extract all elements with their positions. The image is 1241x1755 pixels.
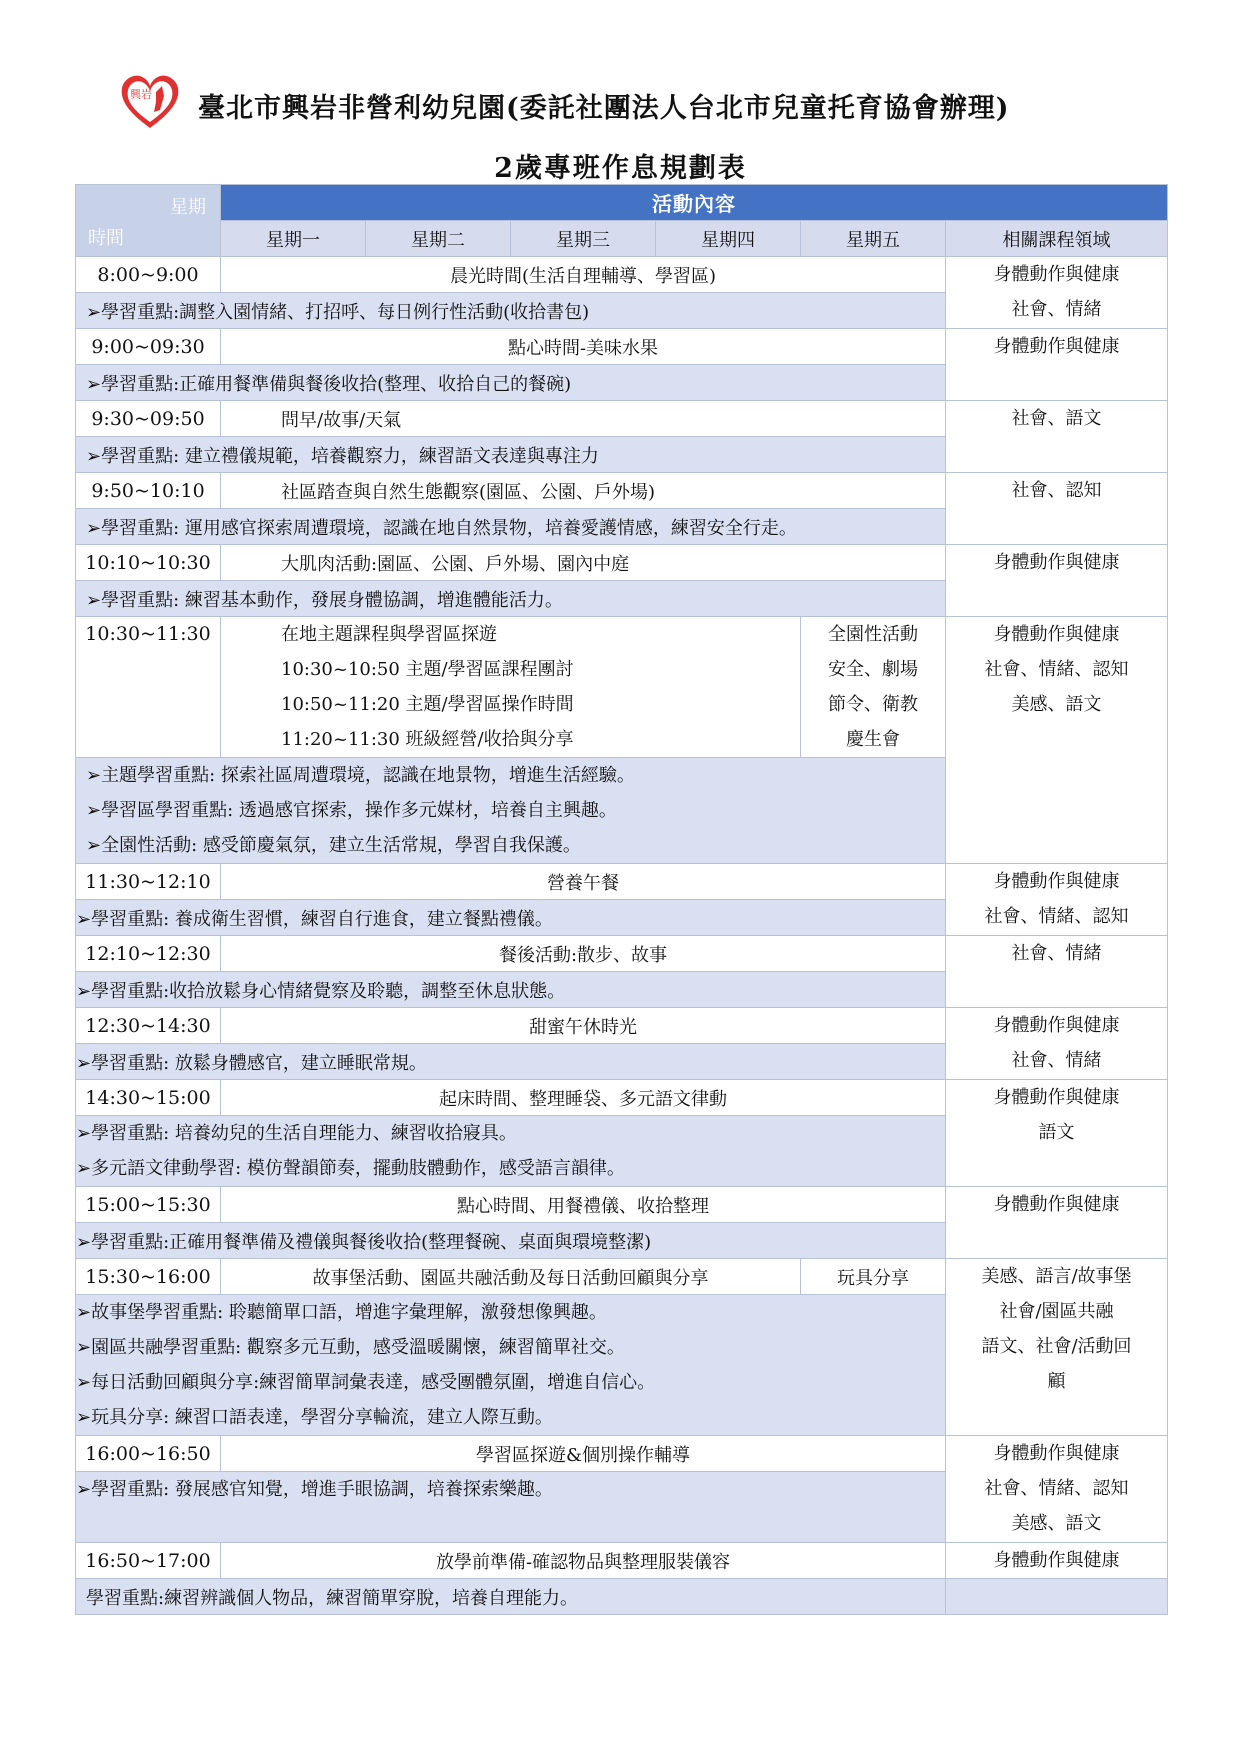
table-row: [76, 1080, 1168, 1116]
organization-title: 臺北市興岩非營利幼兒園(委託社團法人台北市兒童托育協會辦理): [198, 93, 1010, 124]
table-row: [76, 936, 1168, 972]
day-tue: 星期二: [366, 221, 511, 257]
time-cell: 14:30~15:00: [76, 1080, 221, 1116]
activity-content-header: 活動內容: [221, 185, 1168, 221]
table-header-row: [76, 185, 1168, 221]
activity-cell: 故事堡活動、園區共融活動及每日活動回顧與分享: [221, 1259, 801, 1295]
toy-share-cell: 玩具分享: [801, 1259, 946, 1295]
learning-focus-note: ➢學習重點:正確用餐準備及禮儀與餐後收拾(整理餐碗、桌面與環境整潔): [76, 1223, 946, 1259]
domain-cell: 身體動作與健康 社會、情緒: [946, 1008, 1168, 1080]
learning-focus-note: ➢主題學習重點: 探索社區周遭環境，認識在地景物，增進生活經驗。 ➢學習區學習重點: 透過感官探索，操作多元媒材，培養自主興趣。 ➢全園性活動: 感受節慶氣氛，建立生活常規，學習自我保護。: [76, 758, 946, 864]
activity-cell: 大肌肉活動:園區、公園、戶外場、園內中庭: [221, 545, 946, 581]
time-cell: 16:50~17:00: [76, 1543, 221, 1579]
schedule-table: [75, 184, 1168, 1615]
learning-focus-note: ➢學習重點: 運用感官探索周遭環境，認識在地自然景物，培養愛護情感，練習安全行走。: [76, 509, 946, 545]
activity-cell: 學習區探遊&個別操作輔導: [221, 1436, 946, 1472]
table-row: [76, 1543, 1168, 1579]
learning-focus-note: ➢學習重點: 發展感官知覺，增進手眼協調，培養探索樂趣。: [76, 1472, 946, 1543]
learning-focus-note: ➢學習重點:正確用餐準備與餐後收拾(整理、收拾自己的餐碗): [76, 365, 946, 401]
activity-cell: 點心時間-美味水果: [221, 329, 946, 365]
time-cell: 15:00~15:30: [76, 1187, 221, 1223]
day-thu: 星期四: [656, 221, 801, 257]
domain-cell: 社會、認知: [946, 473, 1168, 545]
time-cell: 9:50~10:10: [76, 473, 221, 509]
table-row: [76, 329, 1168, 365]
domain-cell: 身體動作與健康 社會、情緒、認知 美感、語文: [946, 617, 1168, 864]
learning-focus-note: ➢學習重點:收拾放鬆身心情緒覺察及聆聽，調整至休息狀態。: [76, 972, 946, 1008]
corner-week-label: 星期: [170, 197, 206, 218]
svg-text:興岩: 興岩: [130, 88, 152, 101]
table-row: [76, 401, 1168, 437]
domain-cell: 身體動作與健康 社會、情緒、認知 美感、語文: [946, 1436, 1168, 1543]
domain-cell: 社會、情緒: [946, 936, 1168, 1008]
activity-cell: 營養午餐: [221, 864, 946, 900]
domain-cell: 身體動作與健康 社會、情緒: [946, 257, 1168, 329]
table-row: [76, 257, 1168, 293]
learning-focus-note: ➢學習重點: 養成衛生習慣，練習自行進食，建立餐點禮儀。: [76, 900, 946, 936]
time-cell: 10:30~11:30: [76, 617, 221, 758]
activity-cell: 問早/故事/天氣: [221, 401, 946, 437]
document-title: 2歲專班作息規劃表: [494, 153, 747, 184]
table-row: [76, 617, 1168, 758]
day-fri: 星期五: [801, 221, 946, 257]
time-cell: 9:00~09:30: [76, 329, 221, 365]
domain-cell: 身體動作與健康: [946, 1187, 1168, 1259]
time-cell: 9:30~09:50: [76, 401, 221, 437]
activity-cell: 餐後活動:散步、故事: [221, 936, 946, 972]
learning-focus-note: ➢學習重點:調整入園情緒、打招呼、每日例行性活動(收拾書包): [76, 293, 946, 329]
time-cell: 8:00~9:00: [76, 257, 221, 293]
time-cell: 10:10~10:30: [76, 545, 221, 581]
table-row: [76, 1187, 1168, 1223]
domain-header: 相關課程領域: [946, 221, 1168, 257]
domain-cell: 美感、語言/故事堡 社會/園區共融 語文、社會/活動回 顧: [946, 1259, 1168, 1436]
activity-cell: 社區踏查與自然生態觀察(園區、公園、戶外場): [221, 473, 946, 509]
learning-focus-note: ➢學習重點: 建立禮儀規範，培養觀察力，練習語文表達與專注力: [76, 437, 946, 473]
table-row: [76, 1259, 1168, 1295]
schoolwide-activity-cell: 全園性活動 安全、劇場 節令、衛教 慶生會: [801, 617, 946, 758]
heart-logo-icon: [118, 72, 182, 132]
domain-cell: 身體動作與健康: [946, 1543, 1168, 1579]
corner-cell: [76, 185, 221, 257]
time-cell: 16:00~16:50: [76, 1436, 221, 1472]
table-row: [76, 545, 1168, 581]
activity-cell: 晨光時間(生活自理輔導、學習區): [221, 257, 946, 293]
domain-cell: 身體動作與健康: [946, 545, 1168, 617]
activity-cell: 點心時間、用餐禮儀、收拾整理: [221, 1187, 946, 1223]
activity-cell: 起床時間、整理睡袋、多元語文律動: [221, 1080, 946, 1116]
domain-cell: 身體動作與健康: [946, 329, 1168, 401]
day-header-row: [76, 221, 1168, 257]
empty-domain-cell: [946, 1579, 1168, 1615]
learning-focus-note: ➢故事堡學習重點: 聆聽簡單口語，增進字彙理解，激發想像興趣。 ➢園區共融學習重點: 觀察多元互動，感受溫暖關懷，練習簡單社交。 ➢每日活動回顧與分享:練習簡單詞彙表達，感受團體氛圍，增進自信心。 ➢玩具分享: 練習口語表達，學習分享輪流，建立人際互動。: [76, 1295, 946, 1436]
time-cell: 12:10~12:30: [76, 936, 221, 972]
activity-cell: 在地主題課程與學習區探遊 10:30~10:50 主題/學習區課程團討 10:50~11:20 主題/學習區操作時間 11:20~11:30 班級經營/收拾與分享: [221, 617, 801, 758]
time-cell: 11:30~12:10: [76, 864, 221, 900]
learning-focus-note: ➢學習重點: 練習基本動作，發展身體協調，增進體能活力。: [76, 581, 946, 617]
activity-cell: 甜蜜午休時光: [221, 1008, 946, 1044]
domain-cell: 身體動作與健康 社會、情緒、認知: [946, 864, 1168, 936]
day-mon: 星期一: [221, 221, 366, 257]
time-cell: 12:30~14:30: [76, 1008, 221, 1044]
domain-cell: 社會、語文: [946, 401, 1168, 473]
table-row: [76, 1008, 1168, 1044]
note-row: [76, 1579, 1168, 1615]
learning-focus-note: ➢學習重點: 放鬆身體感官，建立睡眠常規。: [76, 1044, 946, 1080]
time-cell: 15:30~16:00: [76, 1259, 221, 1295]
learning-focus-note: ➢學習重點: 培養幼兒的生活自理能力、練習收拾寢具。 ➢多元語文律動學習: 模仿聲韻節奏，擺動肢體動作，感受語言韻律。: [76, 1116, 946, 1187]
header: [0, 72, 1241, 132]
activity-cell: 放學前準備-確認物品與整理服裝儀容: [221, 1543, 946, 1579]
domain-cell: 身體動作與健康 語文: [946, 1080, 1168, 1187]
corner-time-label: 時間: [88, 228, 124, 249]
table-row: [76, 864, 1168, 900]
learning-focus-note: 學習重點:練習辨識個人物品，練習簡單穿脫，培養自理能力。: [76, 1579, 946, 1615]
table-row: [76, 473, 1168, 509]
day-wed: 星期三: [511, 221, 656, 257]
table-row: [76, 1436, 1168, 1472]
